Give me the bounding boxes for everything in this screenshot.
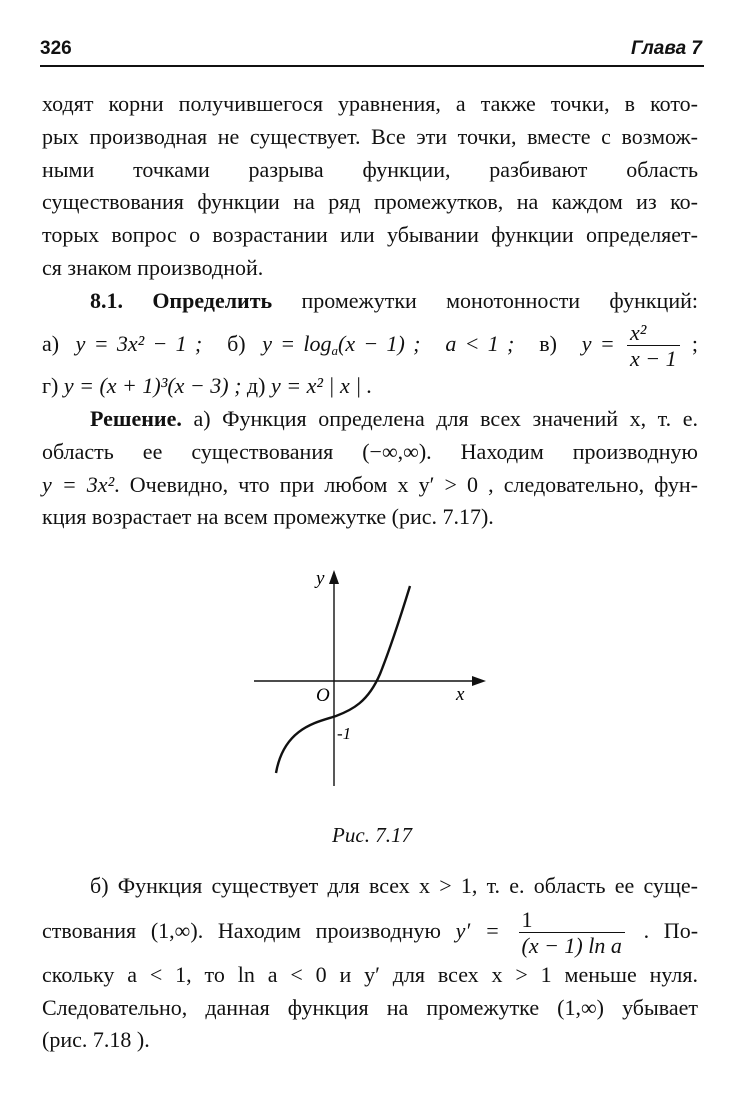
- solution-label: Решение.: [90, 406, 182, 431]
- solution-b-text: ствования (1,∞). Находим производную: [42, 917, 456, 943]
- text-line: рых производная не существует. Все эти точки, вместе с возмож-: [42, 123, 698, 149]
- fraction-denominator: (x − 1) ln a: [521, 933, 622, 959]
- derivative-lhs: y′ =: [455, 917, 500, 943]
- item-v-lhs: y =: [581, 330, 615, 356]
- problem-items-line: [42, 318, 698, 370]
- page-number: 326: [40, 38, 72, 59]
- solution-a-text-3: . Очевидно, что при любом x y′ > 0 , следовательно, фун-: [114, 471, 698, 497]
- item-d-formula: y = x² | x | .: [270, 372, 373, 398]
- text-line: скольку a < 1, то ln a < 0 и y′ для всех x > 1 меньше нуля.: [42, 961, 698, 987]
- figure-caption: Рис. 7.17: [332, 823, 412, 847]
- text-line: Следовательно, данная функция на промежутке (1,∞) убывает: [42, 994, 698, 1020]
- item-b-condition: a < 1 ;: [445, 330, 515, 356]
- header-rule: [40, 65, 704, 67]
- item-a-formula: y = 3x² − 1 ;: [75, 330, 203, 356]
- x-axis-label: x: [456, 684, 465, 705]
- intercept-label: -1: [337, 724, 352, 743]
- item-b-formula: [262, 331, 420, 356]
- origin-label: O: [316, 685, 330, 706]
- text-line: [42, 469, 698, 502]
- fraction-numerator: 1: [519, 907, 625, 933]
- item-v-end: ;: [691, 330, 699, 356]
- item-g-formula: y = (x + 1)³(x − 3) ;: [63, 372, 242, 398]
- solution-b: [42, 870, 698, 1057]
- page-header: [40, 38, 704, 68]
- text-line: б) Функция существует для всех x > 1, т. е. область ее суще-: [90, 873, 698, 898]
- item-v-denominator: x − 1: [630, 346, 677, 372]
- item-b-base: a: [331, 342, 339, 358]
- y-axis-label: y: [316, 568, 325, 589]
- text-line: существования функции на ряд промежутков, на каждом из ко-: [42, 189, 698, 215]
- text-line: ходят корни получившегося уравнения, а также точки, в кото-: [42, 91, 698, 116]
- solution-a-text: а) Функция определена для всех значений x, т. е.: [181, 406, 698, 431]
- item-b-arg: (x − 1) ;: [338, 330, 421, 356]
- text-line: кция возрастает на всем промежутке (рис. 7.17).: [42, 504, 494, 530]
- text-line: торых вопрос о возрастании или убывании функции определяет-: [42, 222, 698, 248]
- text-line: ся знаком производной.: [42, 254, 264, 280]
- derivative-formula: y = 3x²: [42, 471, 115, 497]
- solution-a: [42, 403, 698, 534]
- problem-items-line-2: [42, 370, 698, 403]
- solution-b-text-end: . По-: [643, 917, 699, 943]
- intro-paragraph: [42, 88, 698, 285]
- y-axis-arrow: [329, 570, 339, 584]
- chapter-title: Глава 7: [631, 38, 702, 59]
- item-v-numerator: x²: [627, 320, 680, 346]
- item-a-label: а): [42, 330, 60, 356]
- text-line: [42, 403, 698, 436]
- problem-heading: [42, 285, 698, 318]
- item-b-label: б): [227, 330, 246, 356]
- problem-number: 8.1.: [90, 288, 123, 313]
- problem-keyword: Определить: [152, 288, 273, 313]
- item-b-log: y = log: [262, 330, 332, 356]
- text-line: область ее существования (−∞,∞). Находим производную: [42, 438, 698, 464]
- item-d-label: д): [246, 372, 266, 398]
- item-g-label: г): [42, 372, 59, 398]
- item-v-fraction: [627, 320, 680, 372]
- problem-statement: [42, 285, 698, 403]
- text-line: ными точками разрыва функции, разбивают область: [42, 156, 698, 182]
- x-axis-arrow: [472, 676, 486, 686]
- item-v-label: в): [539, 330, 557, 356]
- function-graph: [240, 562, 500, 792]
- text-line-with-fraction: [42, 903, 698, 959]
- cubic-curve: [276, 586, 410, 773]
- problem-text: промежутки монотонности функций:: [272, 288, 698, 313]
- derivative-fraction: [519, 907, 625, 959]
- text-line: (рис. 7.18 ).: [42, 1027, 150, 1053]
